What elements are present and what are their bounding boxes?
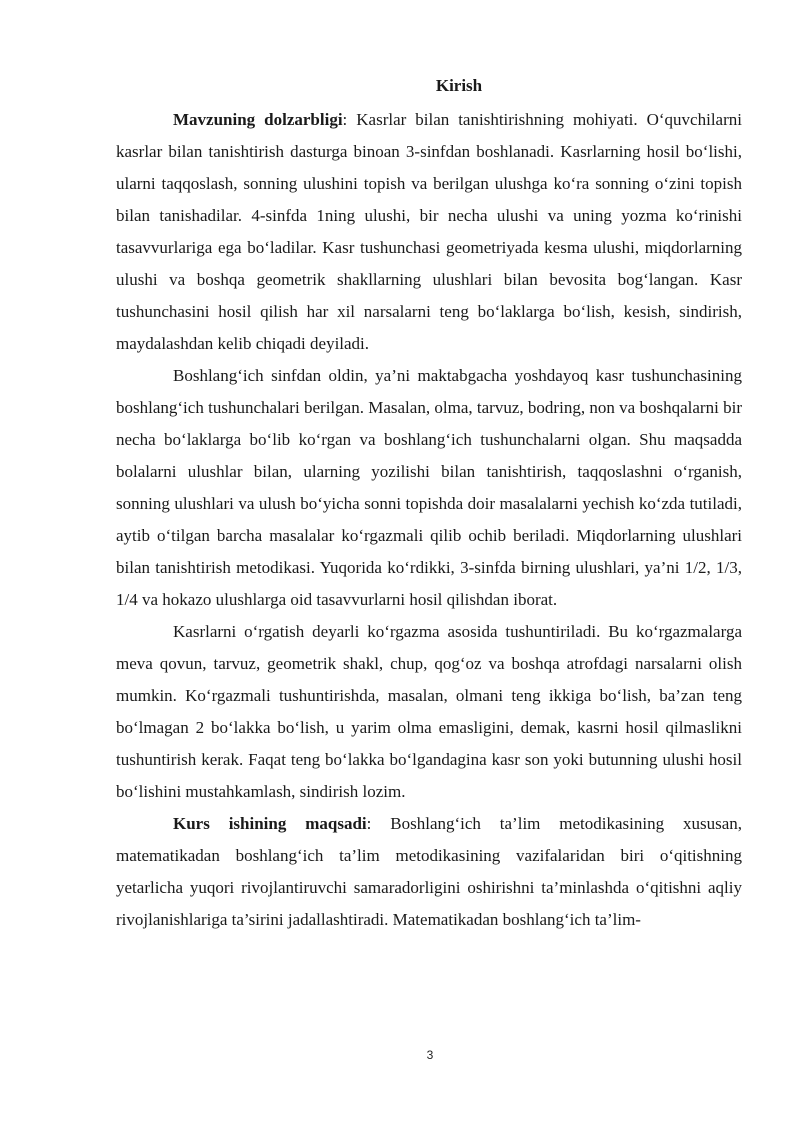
lead-separator: : xyxy=(342,110,357,129)
page-number: 3 xyxy=(426,1048,434,1062)
paragraph-text: Boshlang‘ich ta’lim metodikasining xususan, matematikadan boshlang‘ich ta’lim metodikasining vazifalaridan biri o‘qitishning yetarlicha yuqori rivojlantiruvchi samaradorligini oshirishni ta’minlashda o‘qitishni aqliy rivojlanishlariga ta’sirini jadallashtiradi. Matematikadan boshlang‘ich ta’lim- xyxy=(116,814,742,929)
document-page xyxy=(116,76,742,936)
paragraph-preschool xyxy=(116,360,742,616)
paragraph-text: Kasrlar bilan tanishtirishning mohiyati. O‘quvchilarni kasrlar bilan tanishtirish dasturga binoan 3-sinfdan boshlanadi. Kasrlarning hosil bo‘lishi, ularni taqqoslash, sonning ulushini topish va berilgan ulushga ko‘ra sonning o‘zini topish bilan tanishadilar. 4-sinfda 1ning ulushi, bir necha ulushi va uning yozma ko‘rinishi tasavvurlariga ega bo‘ladilar. Kasr tushunchasi geometriyada kesma ulushi, miqdorlarning ulushi va boshqa geometrik shakllarning ulushlari bilan bevosita bog‘langan. Kasr tushunchasini hosil qilish har xil narsalarni teng bo‘laklarga bo‘lish, kesish, sindirish, maydalashdan kelib chiqadi deyiladi. xyxy=(116,110,742,353)
paragraph-text: Kasrlarni o‘rgatish deyarli ko‘rgazma asosida tushuntiriladi. Bu ko‘rgazmalarga meva qovun, tarvuz, geometrik shakl, chup, qog‘oz va boshqa atrofdagi narsalarni olish mumkin. Ko‘rgazmali tushuntirishda, masalan, olmani teng ikkiga bo‘lish, ba’zan teng bo‘lmagan 2 bo‘lakka bo‘lish, u yarim olma emasligini, demak, kasrni hosil qilmaslikni tushuntirish kerak. Faqat teng bo‘lakka bo‘lgandagina kasr son yoki butunning ulushi hosil bo‘lishini mustahkamlash, sindirish lozim. xyxy=(116,622,742,801)
paragraph-relevance xyxy=(116,104,742,360)
paragraph-goal xyxy=(116,808,742,936)
section-title: Kirish xyxy=(435,76,483,95)
paragraph-text: Boshlang‘ich sinfdan oldin, ya’ni maktabgacha yoshdayoq kasr tushunchasining boshlang‘ich tushunchalari berilgan. Masalan, olma, tarvuz, bodring, non va boshqalarni bir necha bo‘laklarga bo‘lib ko‘rgan va boshlang‘ich tushunchalarni olgan. Shu maqsadda bolalarni ulushlar bilan, ularning yozilishi bilan tanishtirish, taqqoslashni o‘rganish, sonning ulushlari va ulush bo‘yicha sonni topishda doir masalalarni yechish ko‘zda tutiladi, aytib o‘tilgan barcha masalalar ko‘rgazmali qilib ochib beriladi. Miqdorlarning ulushlari bilan tanishtirish metodikasi. Yuqorida ko‘rdikki, 3-sinfda birning ulushlari, ya’ni 1/2, 1/3, 1/4 va hokazo ulushlarga oid tasavvurlarni hosil qilishdan iborat. xyxy=(116,366,742,609)
paragraph-lead: Kurs ishining maqsadi xyxy=(173,814,367,833)
lead-separator: : xyxy=(366,814,391,833)
paragraph-visual-aids xyxy=(116,616,742,808)
paragraph-lead: Mavzuning dolzarbligi xyxy=(173,110,343,129)
